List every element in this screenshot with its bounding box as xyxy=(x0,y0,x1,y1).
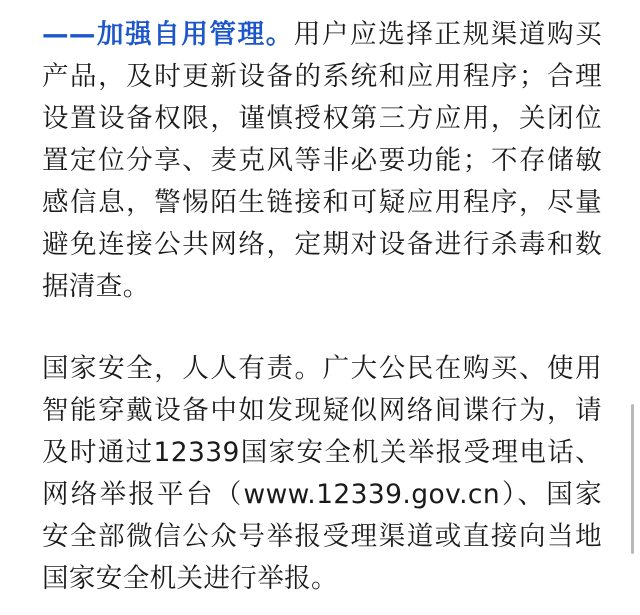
paragraph-self-use-management xyxy=(42,14,602,308)
article-body xyxy=(42,14,602,600)
paragraph-text: 用户应选择正规渠道购买产品，及时更新设备的系统和应用程序；合理设置设备权限，谨慎授权第三方应用，关闭位置定位分享、麦克风等非必要功能；不存储敏感信息，警惕陌生链接和可疑应用程序，尽量避免连接公共网络，定期对设备进行杀毒和数据清查。 xyxy=(42,19,602,302)
paragraph-reporting-channels xyxy=(42,348,602,600)
section-heading: ——加强自用管理。 xyxy=(42,19,294,50)
paragraph-text: 国家安全，人人有责。广大公民在购买、使用智能穿戴设备中如发现疑似网络间谍行为，请及时通过12339国家安全机关举报受理电话、网络举报平台（www.12339.gov.cn）、国家安全部微信公众号举报受理渠道或直接向当地国家安全机关进行举报。 xyxy=(42,353,602,594)
vertical-scrollbar[interactable] xyxy=(631,404,634,554)
